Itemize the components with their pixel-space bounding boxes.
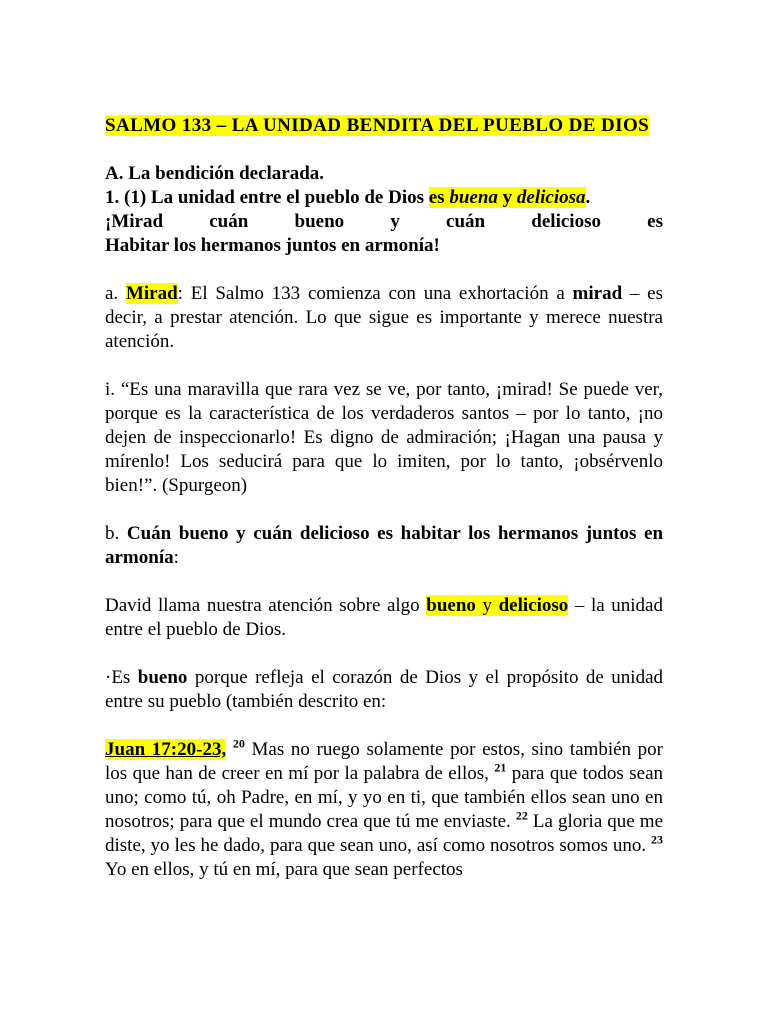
- document-body: [105, 114, 663, 882]
- highlight-deliciosa: deliciosa: [516, 187, 586, 208]
- bold-phrase: Cuán bueno y cuán delicioso es habitar los hermanos juntos en armonía: [105, 523, 664, 568]
- title-highlight: SALMO 133 – LA UNIDAD BENDITA DEL PUEBLO DE DIOS: [105, 115, 650, 136]
- highlight-y: y: [497, 187, 517, 208]
- verse-line-1: ¡Mirad cuán bueno y cuán delicioso es: [105, 211, 663, 232]
- point-heading: 1. (1) La unidad entre el pueblo de Dios es buena y deliciosa.: [105, 187, 591, 208]
- term-mirad: Mirad: [125, 283, 178, 304]
- verse-line-2: Habitar los hermanos juntos en armonía!: [105, 235, 440, 256]
- page-title: [105, 114, 663, 138]
- paragraph-es-bueno: ·Es bueno porque refleja el corazón de Dios y el propósito de unidad entre su pueblo (también descrito en:: [105, 667, 664, 712]
- section-heading: A. La bendición declarada.: [105, 163, 325, 184]
- verse-number: 22: [515, 808, 528, 823]
- verse-number: 23: [651, 832, 664, 847]
- verse-number: 20: [232, 736, 245, 751]
- paragraph-a: a. Mirad: El Salmo 133 comienza con una exhortación a mirad – es decir, a prestar atención. Lo que sigue es importante y merece nuestra atención.: [105, 283, 664, 352]
- bold-mirad: mirad: [572, 283, 623, 304]
- bold-bueno: bueno: [137, 667, 188, 688]
- scripture-reference: Juan 17:20-23,: [105, 739, 227, 760]
- highlight-buena: buena: [449, 187, 498, 208]
- paragraph-juan: Juan 17:20-23, $^{20}$ Mas no ruego solamente por estos, sino también por los que han de creer en mí por la palabra de ellos, $^{21}$ para que todos sean uno; como tú, oh Padre, en mí, y yo en ti, que también ellos sean uno en nosotros; para que el mundo crea que tú me enviaste. $^{22}$ La gloria que me diste, yo les he dado, para que sean uno, así como nosotros somos uno. $^{23}$ Yo en ellos, y tú en mí, para que sean perfectos: [105, 736, 664, 880]
- highlight-bueno: bueno: [426, 595, 476, 616]
- paragraph-b: b. Cuán bueno y cuán delicioso es habitar los hermanos juntos en armonía:: [105, 523, 664, 568]
- verse-number: 21: [494, 760, 507, 775]
- paragraph-i-quote: i. “Es una maravilla que rara vez se ve, por tanto, ¡mirad! Se puede ver, porque es la característica de los verdaderos santos – por lo tanto, ¡no dejen de inspeccionarlo! Es digno de admiración; ¡Hagan una pausa y mírenlo! Los seducirá para que lo imiten, por lo tanto, ¡obsérvenlo bien!”. (Spurgeon): [105, 379, 663, 496]
- highlight-es: es: [428, 187, 450, 208]
- paragraph-david: David llama nuestra atención sobre algo bueno y delicioso – la unidad entre el pueblo de Dios.: [105, 595, 663, 640]
- highlight-delicioso: delicioso: [498, 595, 569, 616]
